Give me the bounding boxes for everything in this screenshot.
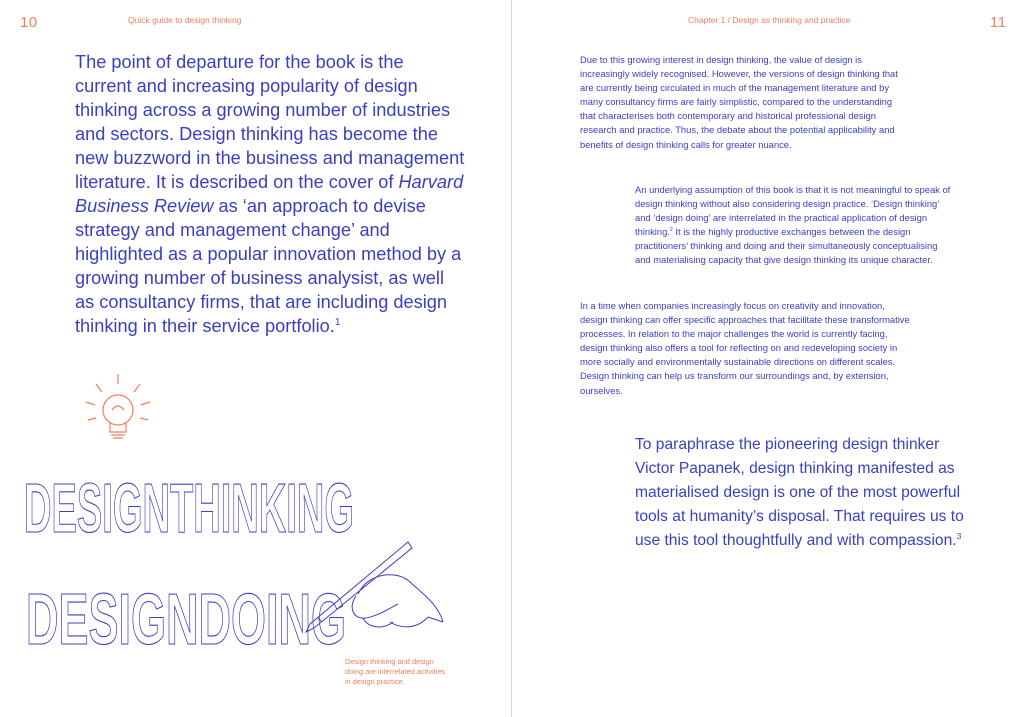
body-paragraph-3: In a time when companies increasingly focus on creativity and innovation, design thinking can offer specific approaches that facilitate these transformative processes. In relation to the major challenges the world is currently facing, design thinking also offers a tool for reflecting on and redeveloping society in more socially and environmentally sustainable directions on different scales. Design thinking can help us transform our surroundings and, by extension, ourselves. bbox=[580, 300, 910, 396]
footnote-marker-1: 1 bbox=[334, 316, 341, 328]
pull-quote bbox=[635, 433, 970, 553]
page-number-left: 10 bbox=[20, 14, 38, 31]
lightbulb-icon bbox=[86, 374, 150, 438]
left-page bbox=[0, 0, 511, 717]
footnote-marker-2: 2 bbox=[669, 227, 673, 234]
lead-text-end: as ‘an approach to devise strategy and management change’ and highlighted as a popular innovation method by a growing number of business analysist, as well as consultancy firms, that are including design thinking in their service portfolio. bbox=[75, 196, 462, 336]
lead-text-start: The point of departure for the book is the current and increasing popularity of design thinking across a growing number of industries and sectors. Design thinking has become the new buzzword in the business and management literature. It is described on the cover of bbox=[75, 52, 465, 192]
lettering-design-thinking: DESIGNTHINKING bbox=[24, 469, 354, 547]
page-number-right: 11 bbox=[990, 14, 1007, 31]
lead-paragraph bbox=[75, 50, 465, 338]
running-head-left: Quick guide to design thinking bbox=[128, 15, 242, 25]
paragraph-2-text-end: It is the highly productive exchanges between the design practitioners’ thinking and doing and their simultaneously conceptualising and materialising capacity that give design thinking its unique character. bbox=[635, 226, 938, 266]
body-paragraph-2 bbox=[635, 183, 955, 268]
figure-caption: Design thinking and design doing are interrelated activities in design practice. bbox=[345, 657, 446, 687]
running-head-right: Chapter 1 / Design as thinking and practice bbox=[688, 15, 851, 25]
journal-title: Harvard Business Review bbox=[75, 172, 464, 216]
body-paragraph-1: Due to this growing interest in design thinking, the value of design is increasingly widely recognised. However, the versions of design thinking that are currently being circulated in much of the management literature and by many consultancy firms are fairly simplistic, compared to the understanding that characterises both contemporary and historical professional design research and practice. Thus, the debate about the potential applicability and benefits of design thinking calls for greater nuance. bbox=[580, 54, 898, 150]
design-thinking-doing-illustration bbox=[18, 372, 458, 662]
pull-quote-text: To paraphrase the pioneering design thinker Victor Papanek, design thinking manifested as materialised design is one of the most powerful tools at humanity’s disposal. That requires us to use this tool thoughtfully and with compassion. bbox=[635, 436, 964, 549]
footnote-marker-3: 3 bbox=[956, 530, 962, 541]
paragraph-2-text-start: An underlying assumption of this book is that it is not meaningful to speak of design thinking without also considering design practice. ‘Design thinking’ and ‘design doing’ are interrelated in the practical application of design thinking. bbox=[635, 184, 951, 238]
lettering-design-doing: DESIGNDOING bbox=[26, 580, 346, 660]
right-page bbox=[512, 0, 1024, 717]
